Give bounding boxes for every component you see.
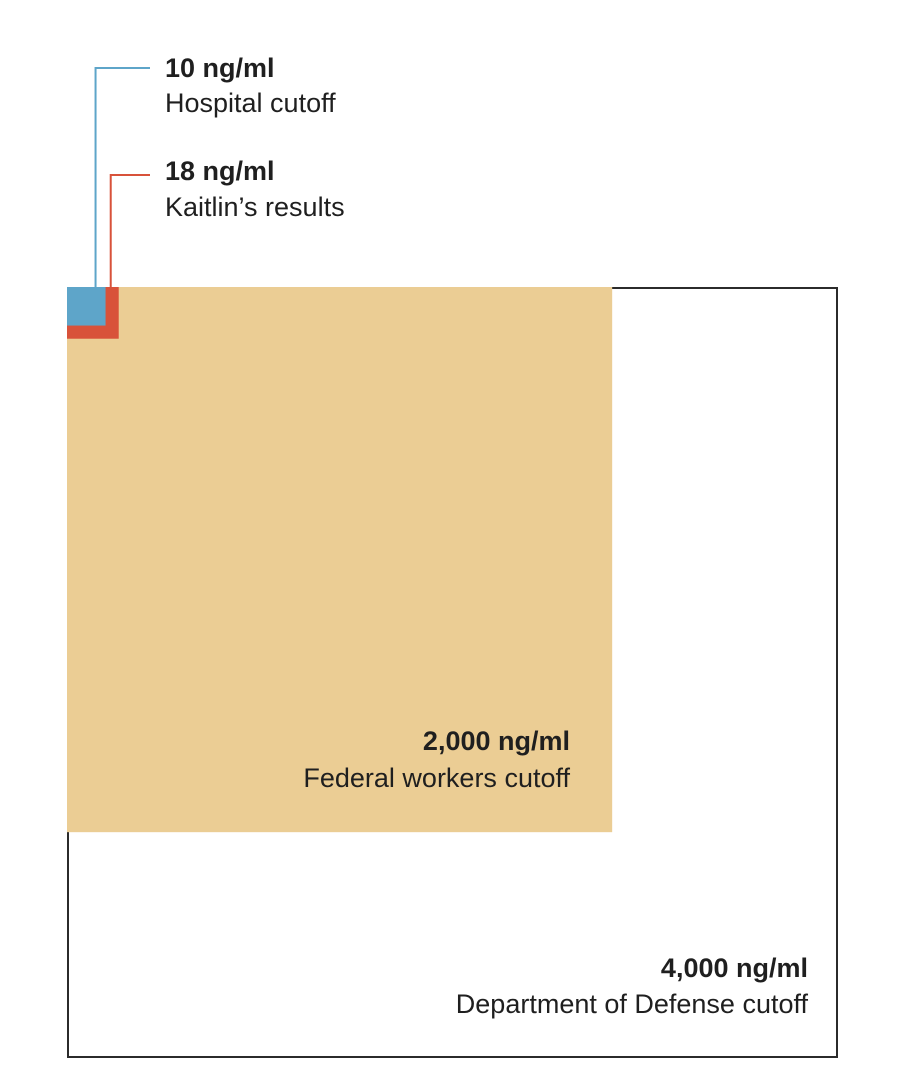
federal-value-label: 2,000 ng/ml <box>422 726 570 756</box>
hospital-leader-line <box>96 68 150 287</box>
leader-line-layer <box>96 68 150 287</box>
kaitlin-leader-line <box>111 175 150 287</box>
hospital-value-label: 10 ng/ml <box>165 53 275 83</box>
federal-category-label: Federal workers cutoff <box>303 763 570 793</box>
hospital-square <box>67 287 106 326</box>
dod-category-label: Department of Defense cutoff <box>455 989 808 1019</box>
dod-value-label: 4,000 ng/ml <box>660 953 808 983</box>
kaitlin-category-label: Kaitlin’s results <box>165 192 345 222</box>
hospital-category-label: Hospital cutoff <box>165 88 336 118</box>
square-layer <box>67 287 837 1057</box>
kaitlin-value-label: 18 ng/ml <box>165 156 275 186</box>
